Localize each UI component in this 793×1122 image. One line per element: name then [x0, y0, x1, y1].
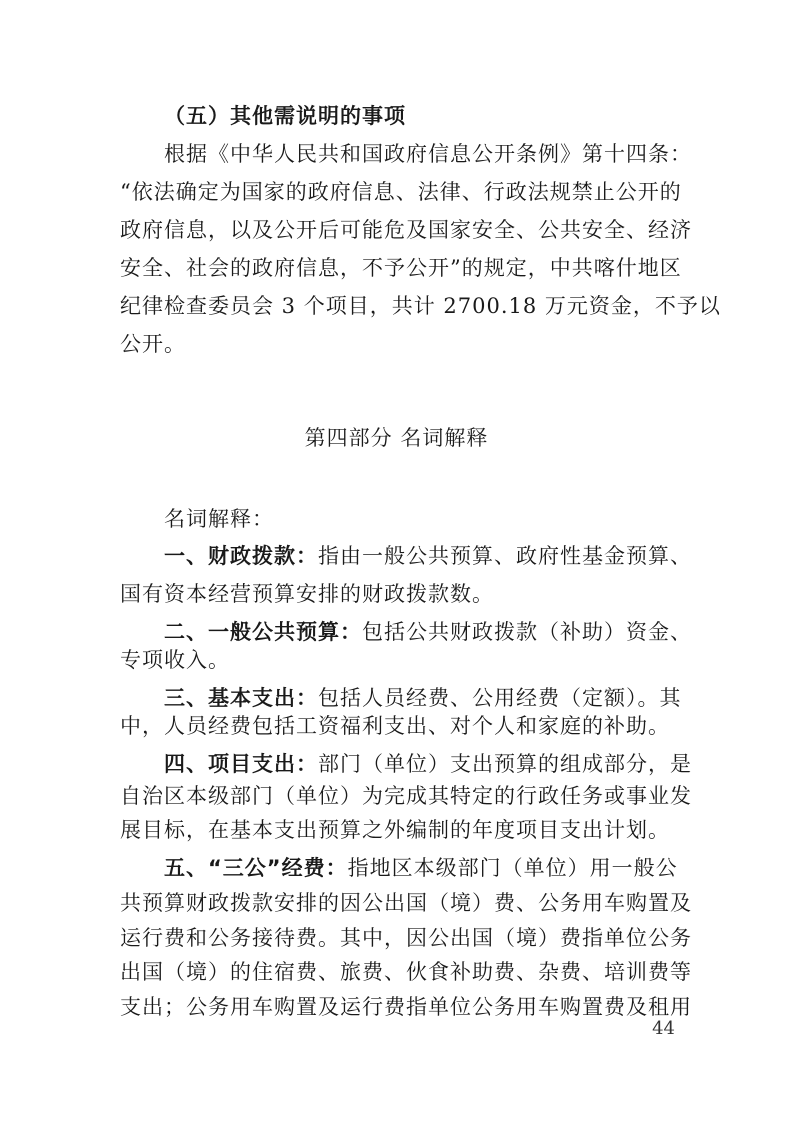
page-number: 44 [652, 1018, 675, 1039]
paragraph-line: 出国（境）的住宿费、旅费、伙食补助费、杂费、培训费等 [120, 960, 692, 984]
paragraph-line: 运行费和公务接待费。其中，因公出国（境）费指单位公务 [120, 926, 692, 950]
glossary-item [164, 541, 692, 571]
paragraph-line: 安全、社会的政府信息，不予公开”的规定，中共喀什地区 [120, 256, 682, 280]
glossary-definition: 指由一般公共预算、政府性基金预算、 [318, 544, 692, 568]
glossary-item [164, 683, 680, 713]
paragraph-line: 国有资本经营预算安排的财政拨款数。 [120, 582, 494, 606]
paragraph-line: “依法确定为国家的政府信息、法律、行政法规禁止公开的 [120, 180, 682, 204]
paragraph-line: 公开。 [120, 332, 186, 356]
glossary-item [164, 853, 680, 883]
glossary-definition: 部门（单位）支出预算的组成部分，是 [318, 752, 692, 776]
paragraph-line: 纪律检查委员会 3 个项目，共计 2700.18 万元资金，不予以 [120, 294, 721, 318]
paragraph-line: 政府信息，以及公开后可能危及国家安全、公共安全、经济 [120, 218, 692, 242]
glossary-term: 三、基本支出： [164, 686, 318, 710]
paragraph-line: 根据《中华人民共和国政府信息公开条例》第十四条： [164, 142, 692, 166]
paragraph-line: 专项收入。 [120, 648, 230, 672]
paragraph-line: 共预算财政拨款安排的因公出国（境）费、公务用车购置及 [120, 891, 692, 915]
paragraph-line: 展目标，在基本支出预算之外编制的年度项目支出计划。 [120, 818, 670, 842]
section-title: （五）其他需说明的事项 [164, 104, 406, 128]
glossary-term: 一、财政拨款： [164, 544, 318, 568]
glossary-definition: 指地区本级部门（单位）用一般公 [347, 856, 678, 880]
glossary-definition: 包括人员经费、公用经费（定额）。其 [318, 686, 682, 710]
glossary-item [164, 749, 692, 779]
part-heading: 第四部分 名词解释 [304, 426, 489, 450]
paragraph-line: 支出；公务用车购置及运行费指单位公务用车购置费及租用 [120, 995, 692, 1019]
glossary-term: 四、项目支出： [164, 752, 318, 776]
glossary-term: 五、“三公”经费： [164, 856, 348, 880]
glossary-definition: 包括公共财政拨款（补助）资金、 [362, 620, 692, 644]
paragraph-line: 中，人员经费包括工资福利支出、对个人和家庭的补助。 [120, 714, 670, 738]
glossary-intro: 名词解释： [164, 507, 274, 531]
glossary-term: 二、一般公共预算： [164, 620, 362, 644]
glossary-item [164, 617, 692, 647]
paragraph-line: 自治区本级部门（单位）为完成其特定的行政任务或事业发 [120, 784, 692, 808]
